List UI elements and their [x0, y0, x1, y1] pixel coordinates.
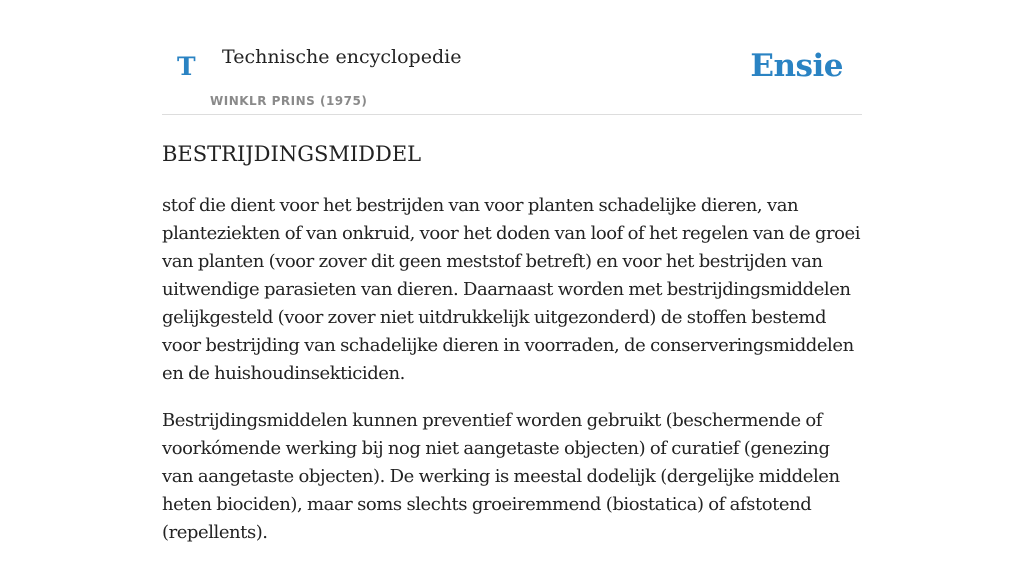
brand-logo[interactable]: Ensie: [750, 48, 843, 84]
article-body: [162, 192, 862, 566]
page-container: [162, 0, 862, 543]
article-paragraph: Bestrijdingsmiddelen kunnen preventief worden gebruikt (beschermende of voorkómende werking bij nog niet aangetaste objecten) of curatief (genezing van aangetaste objecten). De werking is meestal dodelijk (dergelijke middelen heten biociden), maar soms slechts groeiremmend (biostatica) of afstotend (repellents).: [162, 410, 840, 543]
entry-title: BESTRIJDINGSMIDDEL: [162, 142, 422, 166]
article-paragraph: stof die dient voor het bestrijden van voor planten schadelijke dieren, van planteziekten of van onkruid, voor het doden van loof of het regelen van de groei van planten (voor zover dit geen meststof betreft) en voor het bestrijden van uitwendige parasieten van dieren. Daarnaast worden met bestrijdingsmiddelen gelijkgesteld (voor zover niet uitdrukkelijk uitgezonderd) de stoffen bestemd voor bestrijding van schadelijke dieren in voorraden, de conserveringsmiddelen en de huishoudinsekticiden.: [162, 195, 861, 384]
source-title[interactable]: Technische encyclopedie: [222, 46, 462, 68]
source-logo[interactable]: T: [177, 52, 196, 81]
source-header: [162, 0, 862, 115]
source-subtitle: WINKLR PRINS (1975): [210, 94, 368, 108]
